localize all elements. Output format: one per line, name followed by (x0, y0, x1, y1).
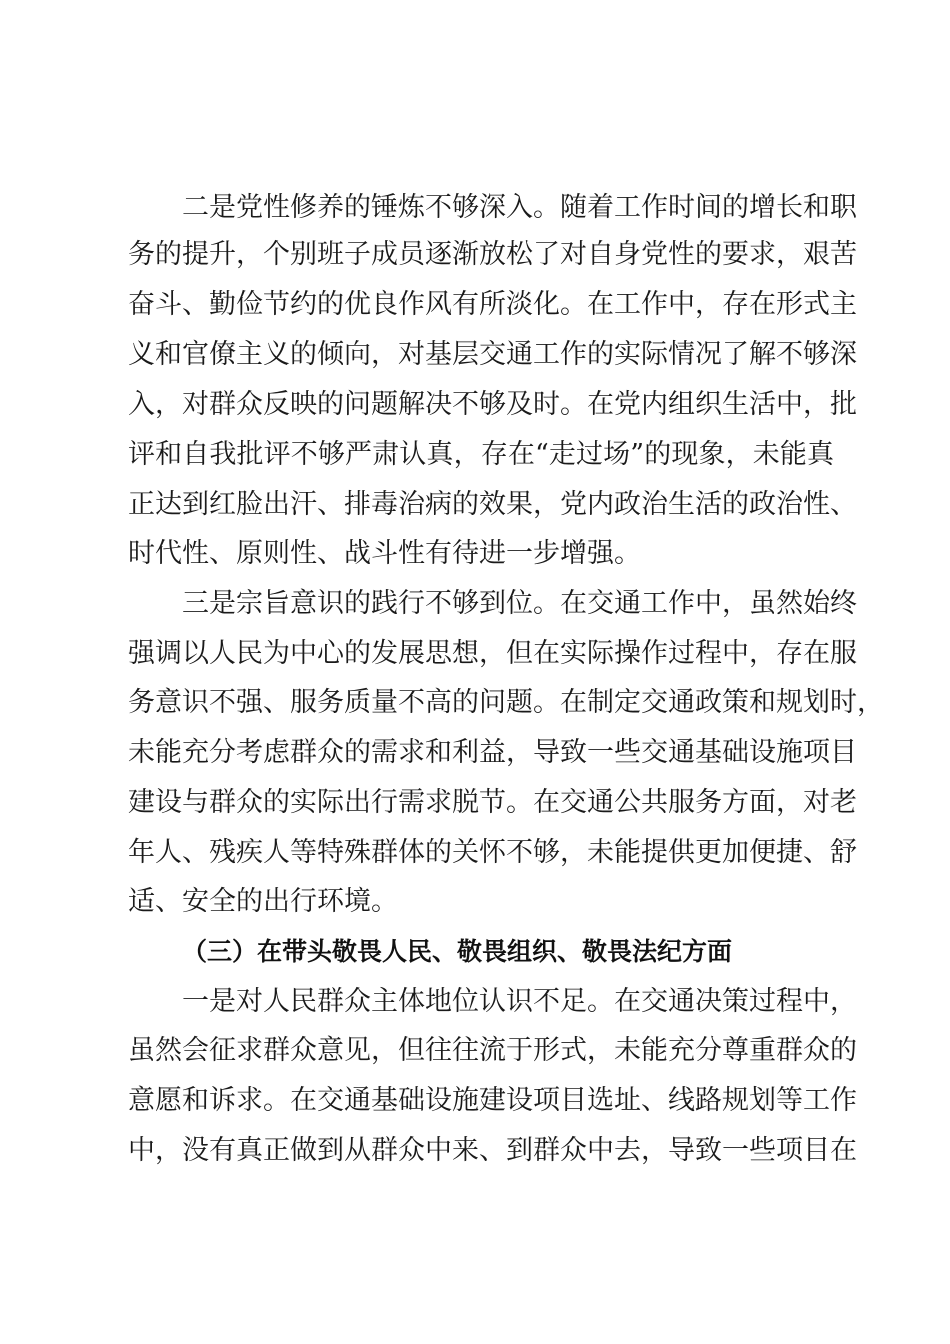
paragraph-line: 三是宗旨意识的践行不够到位。在交通工作中，虽然始终 (182, 588, 857, 619)
paragraph-line: 时代性、原则性、战斗性有待进一步增强。 (128, 538, 641, 569)
paragraph-line: 义和官僚主义的倾向，对基层交通工作的实际情况了解不够深 (128, 339, 857, 370)
paragraph-line: 入，对群众反映的问题解决不够及时。在党内组织生活中，批 (128, 389, 857, 420)
paragraph-line: 建设与群众的实际出行需求脱节。在交通公共服务方面，对老 (128, 787, 857, 818)
paragraph-line: 务的提升，个别班子成员逐渐放松了对自身党性的要求，艰苦 (128, 239, 857, 270)
paragraph-line: 评和自我批评不够严肃认真，存在“走过场”的现象，未能真 (128, 439, 834, 470)
section-heading: （三）在带头敬畏人民、敬畏组织、敬畏法纪方面 (182, 937, 733, 966)
paragraph-line: 中，没有真正做到从群众中来、到群众中去，导致一些项目在 (128, 1135, 857, 1166)
paragraph-line: 正达到红脸出汗、排毒治病的效果，党内政治生活的政治性、 (128, 489, 857, 520)
paragraph-line: 强调以人民为中心的发展思想，但在实际操作过程中，存在服 (128, 638, 857, 669)
paragraph-line: 二是党性修养的锤炼不够深入。随着工作时间的增长和职 (182, 192, 857, 223)
paragraph-line: 年人、残疾人等特殊群体的关怀不够，未能提供更加便捷、舒 (128, 837, 857, 868)
paragraph-line: 一是对人民群众主体地位认识不足。在交通决策过程中， (182, 986, 857, 1017)
paragraph-line: 未能充分考虑群众的需求和利益，导致一些交通基础设施项目 (128, 737, 857, 768)
paragraph-line: 意愿和诉求。在交通基础设施建设项目选址、线路规划等工作 (128, 1085, 857, 1116)
paragraph-line: 奋斗、勤俭节约的优良作风有所淡化。在工作中，存在形式主 (128, 289, 857, 320)
paragraph-line: 适、安全的出行环境。 (128, 886, 398, 917)
paragraph-line: 虽然会征求群众意见，但往往流于形式，未能充分尊重群众的 (128, 1035, 857, 1066)
paragraph-line: 务意识不强、服务质量不高的问题。在制定交通政策和规划时， (128, 687, 884, 718)
